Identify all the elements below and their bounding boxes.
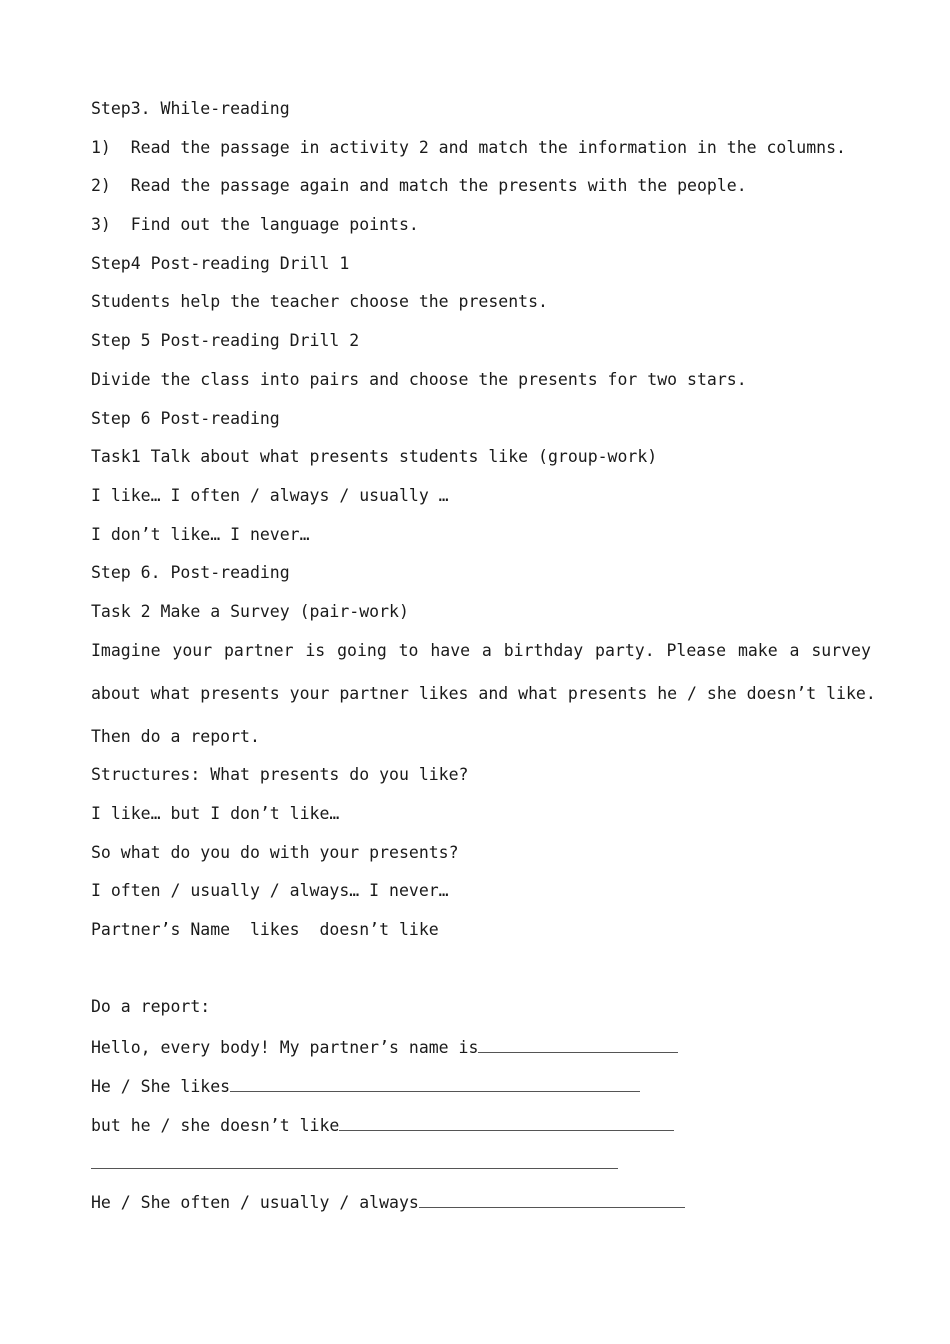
step6b-heading: Step 6. Post-reading (91, 563, 290, 583)
word: to (398, 640, 419, 660)
word: a (481, 640, 492, 660)
word: survey (811, 640, 871, 660)
word: party. (595, 640, 655, 660)
report-heading: Do a report: (91, 997, 211, 1017)
report-line-habits (91, 1190, 871, 1212)
likes-blank[interactable] (230, 1074, 640, 1092)
survey-table-header: Partner’s Name likes doesn’t like (91, 920, 439, 940)
report-prompt: but he / she doesn’t like (91, 1115, 340, 1135)
task2-heading: Task 2 Make a Survey (pair-work) (91, 601, 409, 621)
word: have (430, 640, 471, 660)
blank-line (91, 958, 871, 997)
word: birthday (503, 640, 584, 660)
task2-instructions-line-2: about what presents your partner likes and what presents he / she doesn’t like. (91, 683, 876, 703)
task1-heading: Task1 Talk about what presents students like (group-work) (91, 447, 658, 467)
word: make (737, 640, 778, 660)
step3-heading: Step3. While-reading (91, 99, 290, 118)
report-prompt: He / She often / usually / always (91, 1192, 419, 1212)
structures-question-2: So what do you do with your presents? (91, 842, 459, 862)
report-line-dislikes (91, 1113, 871, 1135)
step5-heading: Step 5 Post-reading Drill 2 (91, 331, 360, 351)
word: partner (223, 640, 294, 660)
task2-instructions-line-1 (91, 640, 871, 662)
name-blank[interactable] (478, 1035, 678, 1053)
step3-item-2: 2) Read the passage again and match the presents with the people. (91, 176, 747, 196)
task1-pattern-dislike: I don’t like… I never… (91, 524, 310, 544)
report-line-name (91, 1035, 871, 1057)
report-prompt: Hello, every body! My partner’s name is (91, 1038, 479, 1058)
report-line-continuation (91, 1151, 871, 1173)
word: Imagine (91, 640, 161, 660)
word: your (172, 640, 213, 660)
word: is (305, 640, 326, 660)
word: Please (666, 640, 727, 660)
step4-text: Students help the teacher choose the presents. (91, 292, 548, 312)
word: going (337, 640, 387, 660)
habits-blank[interactable] (419, 1190, 685, 1208)
task2-instructions-line-3: Then do a report. (91, 726, 260, 746)
step3-item-1: 1) Read the passage in activity 2 and match the information in the columns. (91, 137, 846, 157)
word: a (789, 640, 800, 660)
document-page (91, 98, 876, 1229)
report-line-likes (91, 1074, 871, 1096)
task1-pattern-like: I like… I often / always / usually … (91, 485, 449, 505)
structures-question: Structures: What presents do you like? (91, 765, 469, 785)
continuation-blank[interactable] (91, 1151, 618, 1169)
structures-answer-1: I like… but I don’t like… (91, 804, 340, 823)
step6-heading: Step 6 Post-reading (91, 408, 280, 428)
step3-item-3: 3) Find out the language points. (91, 215, 419, 235)
dislikes-blank[interactable] (339, 1113, 674, 1131)
step5-text: Divide the class into pairs and choose the presents for two stars. (91, 369, 747, 389)
structures-answer-2: I often / usually / always… I never… (91, 881, 449, 901)
report-prompt: He / She likes (91, 1076, 231, 1096)
step4-heading: Step4 Post-reading Drill 1 (91, 253, 350, 273)
